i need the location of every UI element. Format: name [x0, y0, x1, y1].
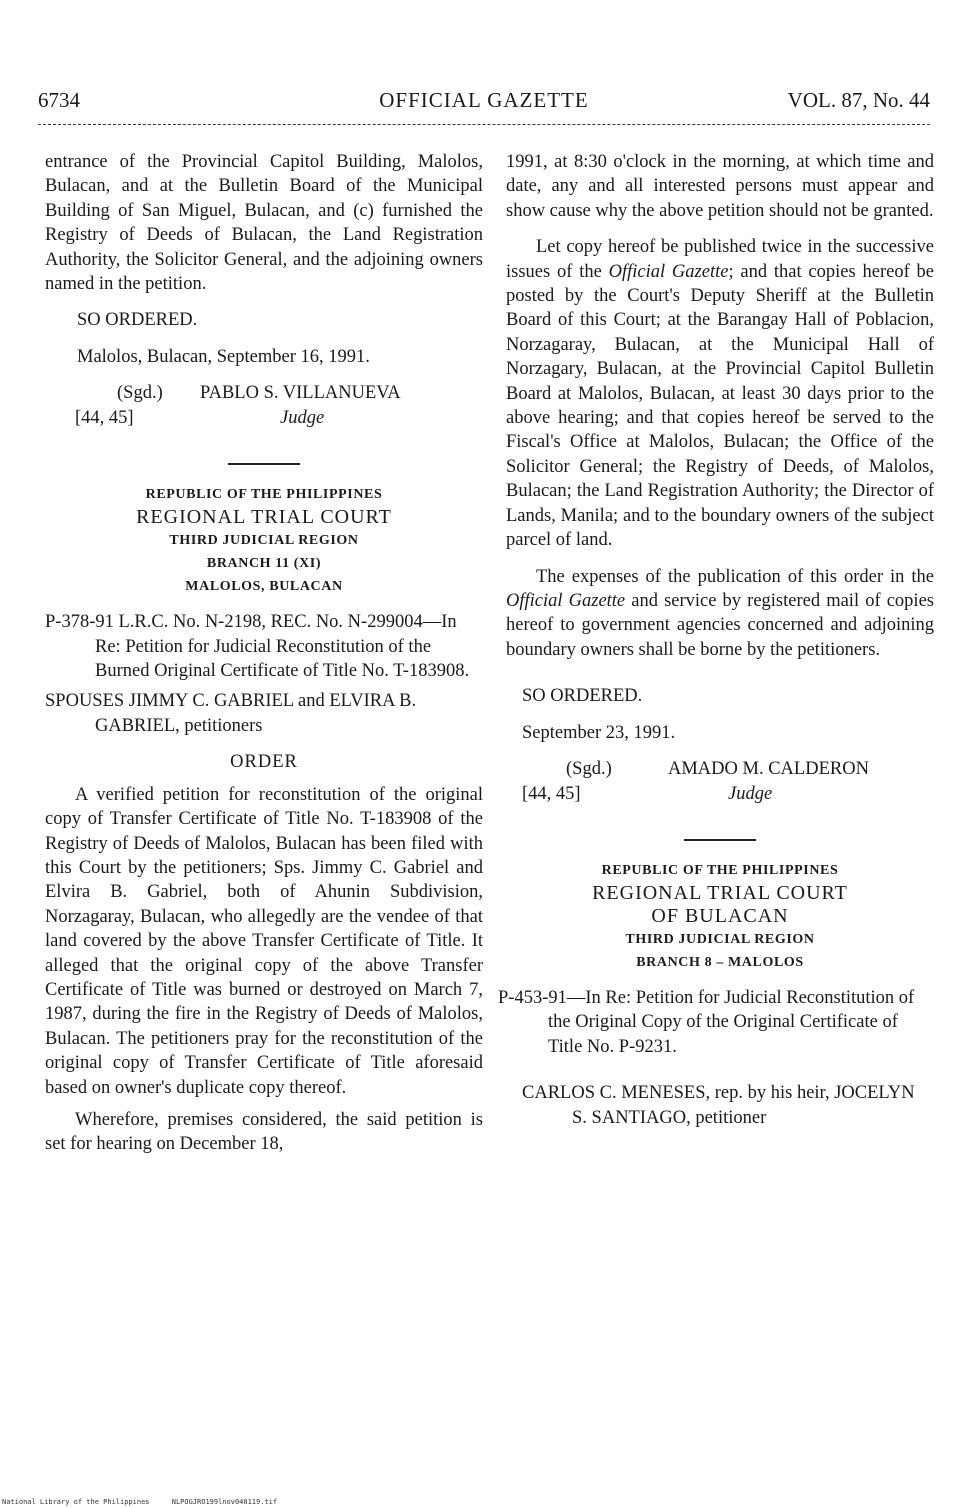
issue-ref: [44, 45] — [522, 783, 581, 804]
judge-name: AMADO M. CALDERON — [668, 758, 869, 779]
signed-mark: (Sgd.) — [117, 383, 163, 404]
region-line: THIRD JUDICIAL REGION — [169, 533, 359, 549]
left-column — [45, 150, 483, 1157]
branch-line: BRANCH 8 – MALOLOS — [636, 954, 804, 970]
judge-title: Judge — [728, 783, 773, 804]
court-heading — [45, 483, 483, 598]
order-date: September 23, 1991. — [522, 722, 676, 743]
order-heading: ORDER — [230, 752, 298, 773]
republic-line: REPUBLIC OF THE PHILIPPINES — [145, 487, 383, 503]
section-divider — [228, 463, 300, 465]
volume-label: VOL. 87, No. 44 — [787, 88, 930, 112]
order-paragraph: Wherefore, premises considered, the said petition is set for hearing on December 18, — [45, 1109, 483, 1155]
court-name: REGIONAL TRIAL COURT — [136, 506, 392, 529]
header-rule — [38, 124, 930, 125]
signature-block — [506, 757, 934, 809]
region-line: THIRD JUDICIAL REGION — [625, 931, 815, 947]
continued-paragraph: entrance of the Provincial Capitol Building, Malolos, Bulacan, and at the Bulletin Board of the Municipal Building of San Miguel, Bulacan, and (c) furnished the Registry of Deeds of Bulacan, the Land Registration Authority, the Solicitor General, and the adjoining owners named in the petition. — [45, 152, 483, 295]
scan-footer — [2, 1498, 295, 1506]
signed-mark: (Sgd.) — [566, 758, 612, 779]
scan-file-name: NLPOGJRO199lnov040119.tif — [171, 1498, 278, 1506]
order-date: Malolos, Bulacan, September 16, 1991. — [77, 346, 370, 367]
parties: SPOUSES JIMMY C. GABRIEL and ELVIRA B. GABRIEL, petitioners — [45, 691, 417, 736]
court-name: REGIONAL TRIAL COURT — [592, 881, 848, 904]
issue-ref: [44, 45] — [75, 408, 134, 429]
page-header — [38, 88, 930, 118]
so-ordered: SO ORDERED. — [522, 686, 643, 707]
expenses-paragraph: The expenses of the publication of this order in the Official Gazette and service by registered mail of copies hereof to government agencies concerned and adjoining boundary owners shall be borne by the petitioners. — [506, 566, 934, 660]
case-title: P-453-91—In Re: Petition for Judicial Reconstitution of the Original Copy of the Original Certificate of Title No. P-9231. — [498, 987, 915, 1057]
case-title: P-378-91 L.R.C. No. N-2198, REC. No. N-299004—In Re: Petition for Judicial Reconstitution of the Burned Original Certificate of Title No. T-183908. — [45, 612, 470, 682]
order-paragraph: A verified petition for reconstitution of the original copy of Transfer Certificate of Title No. T-183908 of the Registry of Deeds of Malolos, Bulacan has been filed with this Court by the petitioners; Sps. Jimmy C. Gabriel and Elvira B. Gabriel, both of Ahunin Subdivision, Norzagaray, Bulacan, who allegedly are the vendee of that land covered by the above Transfer Certificate of Title. It alleged that the original copy of the above Transfer Certificate of Title was burned or destroyed on March 7, 1987, during the fire in the Registry of Deeds of Malolos, Bulacan. The petitioners pray for the reconstitution of the original copy of Transfer Certificate of Title aforesaid based on owner's duplicate copy thereof. — [45, 784, 483, 1098]
publication-title: OFFICIAL GAZETTE — [379, 88, 589, 112]
so-ordered: SO ORDERED. — [77, 310, 198, 331]
judge-title: Judge — [280, 408, 325, 429]
signature-block — [45, 381, 483, 433]
page-number: 6734 — [38, 88, 80, 112]
court-heading — [506, 859, 934, 974]
continued-paragraph: 1991, at 8:30 o'clock in the morning, at which time and date, any and all interested persons must appear and show cause why the above petition should not be granted. — [506, 152, 934, 221]
right-column — [498, 150, 934, 1130]
library-credit: National Library of the Philippines — [2, 1498, 150, 1506]
court-name-2: OF BULACAN — [651, 904, 789, 927]
parties: CARLOS C. MENESES, rep. by his heir, JOCELYN S. SANTIAGO, petitioner — [522, 1083, 915, 1128]
branch-line: BRANCH 11 (XI) — [206, 556, 322, 572]
place-line: MALOLOS, BULACAN — [185, 579, 343, 595]
republic-line: REPUBLIC OF THE PHILIPPINES — [601, 862, 839, 878]
section-divider — [684, 839, 756, 841]
judge-name: PABLO S. VILLANUEVA — [200, 383, 401, 404]
publication-paragraph: Let copy hereof be published twice in the successive issues of the Official Gazette; and that copies hereof be posted by the Court's Deputy Sheriff at the Bulletin Board of this Court; at the Barangay Hall of Poblacion, Norzagaray, Bulacan, at the Municipal Hall of Norzagary, Bulacan, at the Provincial Capitol Bulletin Board at Malolos, Bulacan, at least 30 days prior to the above hearing; and that copies hereof be served to the Fiscal's Office at Malolos, Bulacan; the Office of the Solicitor General; the Registry of Deeds, of Malolos, Bulacan; the Land Registration Authority; the Director of Lands, Manila; and to the boundary owners of the subject parcel of land. — [506, 237, 934, 551]
